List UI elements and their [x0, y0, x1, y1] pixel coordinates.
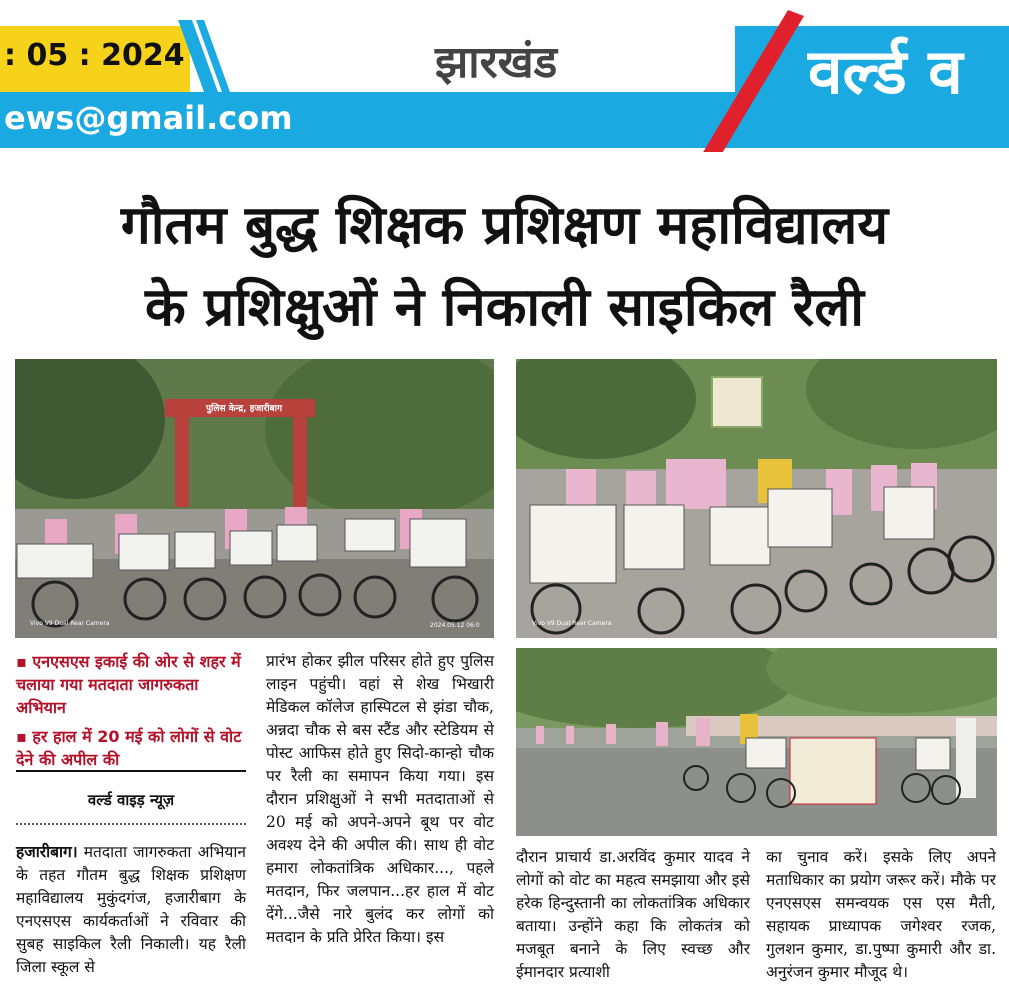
newspaper-brand: वर्ल्ड व — [808, 35, 963, 108]
masthead — [0, 0, 1009, 152]
highlights-box — [16, 650, 246, 777]
gate-sign: पुलिस केन्द्र, हजारीबाग — [205, 404, 283, 414]
highlight-item: ▪ एनएसएस इकाई की ओर से शहर में चलाया गया मतदाता जागरुकता अभियान — [16, 652, 241, 717]
article-column-4: का चुनाव करें। इसके लिए अपने मताधिकार का प्रयोग जरूर करें। मौके पर एनएसएस समन्वयक एस एस मैती, सहायक प्राध्यापक जगेश्वर रजक, गुलशन कुमार, डा.पुष्पा कुमारी और डा. अनुरंजन कुमार मौजूद थे। — [766, 848, 996, 981]
article-column-2: प्रारंभ होकर झील परिसर होते हुए पुलिस लाइन पहुंची। वहां से शेख भिखारी मेडिकल कॉलेज हास्पिटल से झंडा चौक, अन्नदा चौक से बस स्टैंड और स्टेडियम से पोस्ट आफिस होते हुए सिदो-कान्हो चौक पर रैली का समापन किया गया। इस दौरान प्रशिक्षुओं ने सभी मतदाताओं से 20 मई को अपने-अपने बूथ पर वोट अवश्य देने की अपील की। साथ ही वोट हमारा लोकतांत्रिक अधिकार..., पहले मतदान, फिर जलपान...हर हाल में वोट देंगे...जैसे नारे बुलंद कर लोगों को मतदान के प्रति प्रेरित किया। इस — [266, 652, 494, 946]
stripe-decoration — [178, 20, 238, 92]
contact-email: ews@gmail.com — [4, 99, 293, 137]
divider — [16, 770, 246, 772]
camera-watermark-1: Vivo V9 Dual Rear Camera — [30, 620, 110, 627]
highlight-item: ▪ हर हाल में 20 मई को लोगों से वोट देने की अपील की — [16, 727, 242, 769]
dotted-divider — [16, 823, 246, 825]
bullet-icon: ▪ — [16, 652, 33, 671]
article-column-1: हजारीबाग। मतदाता जागरुकता अभियान के तहत गौतम बुद्ध शिक्षक प्रशिक्षण महाविद्यालय मुकुंदगंज, हजारीबाग के एनएसएस कार्यकर्ताओं ने रविवार की सुबह साइकिल रैली निकाली। यह रैली जिला स्कूल से — [16, 842, 246, 976]
headline-line-2: के प्रशिक्षुओं ने निकाली साइकिल रैली — [145, 277, 864, 338]
photo-rally-road — [516, 648, 997, 836]
bullet-icon: ▪ — [16, 727, 33, 746]
photo-timestamp-1: 2024.05.12 06:0 — [430, 622, 480, 629]
headline-line-1: गौतम बुद्ध शिक्षक प्रशिक्षण महाविद्यालय — [120, 195, 889, 256]
red-slash-decoration — [700, 10, 810, 152]
camera-watermark-2: Vivo V9 Dual Rear Camera — [532, 620, 612, 627]
article-column-3: दौरान प्राचार्य डा.अरविंद कुमार यादव ने लोगों को वोट का महत्व समझाया और इसे हरेक हिन्दुस्तानी का लोकतांत्रिक अधिकार बताया। उन्होंने कहा कि लोकतंत्र को मजबूत बनाने के लिए स्वच्छ और ईमानदार प्रत्याशी — [516, 848, 750, 981]
issue-date: : 05 : 2024 — [4, 38, 185, 73]
photo-rally-campus — [516, 359, 997, 638]
section-state: झारखंड — [435, 37, 558, 88]
byline: वर्ल्ड वाइड़ न्यूज़ — [87, 791, 175, 809]
dateline: हजारीबाग। — [16, 842, 78, 861]
